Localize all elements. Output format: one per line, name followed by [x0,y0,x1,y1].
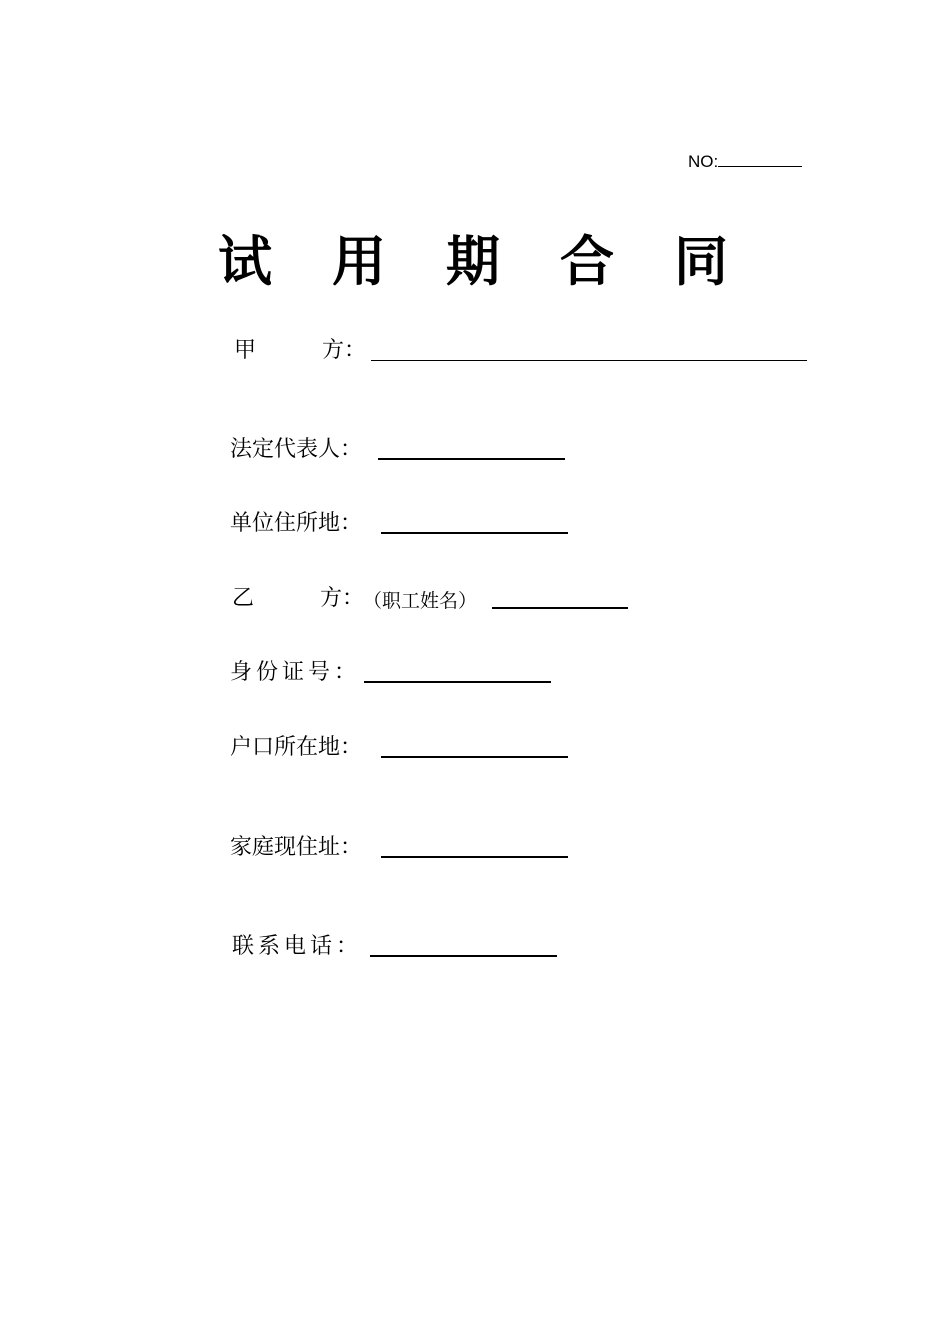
title-char-2: 用 [332,230,386,293]
party-a-label-first: 甲 [234,338,257,363]
title-char-1: 试 [218,230,272,293]
party-b-label-second: 方： [320,586,365,611]
party-b-blank[interactable] [492,607,628,609]
contract-number-label: NO: [688,152,719,171]
phone-row [230,933,570,963]
unit-address-row [230,510,570,540]
party-a-label-second: 方： [322,338,367,363]
legal-rep-blank[interactable] [378,458,565,460]
contract-number-blank[interactable] [718,150,802,167]
household-label: 户口所在地： [230,735,363,760]
legal-rep-label: 法定代表人： [230,437,363,462]
household-row [230,734,570,764]
contract-number [688,150,802,172]
title-char-4: 合 [560,230,614,293]
party-a-row [230,337,810,367]
phone-label: 联系电话： [232,934,363,959]
home-address-blank[interactable] [381,856,568,858]
id-number-row [230,659,570,689]
page-title [214,228,754,298]
household-blank[interactable] [381,756,568,758]
home-address-label: 家庭现住址： [230,835,363,860]
id-number-blank[interactable] [364,681,551,683]
unit-address-blank[interactable] [381,532,568,534]
party-b-label-first: 乙 [232,586,255,611]
phone-blank[interactable] [370,955,557,957]
party-b-row [230,585,630,615]
party-a-blank[interactable] [371,360,807,361]
title-char-3: 期 [446,230,500,293]
unit-address-label: 单位住所地： [230,511,363,536]
party-b-note: （职工姓名） [363,590,478,612]
id-number-label: 身份证号： [230,660,361,685]
home-address-row [230,834,570,864]
legal-rep-row [230,436,570,466]
title-char-5: 同 [674,230,728,293]
